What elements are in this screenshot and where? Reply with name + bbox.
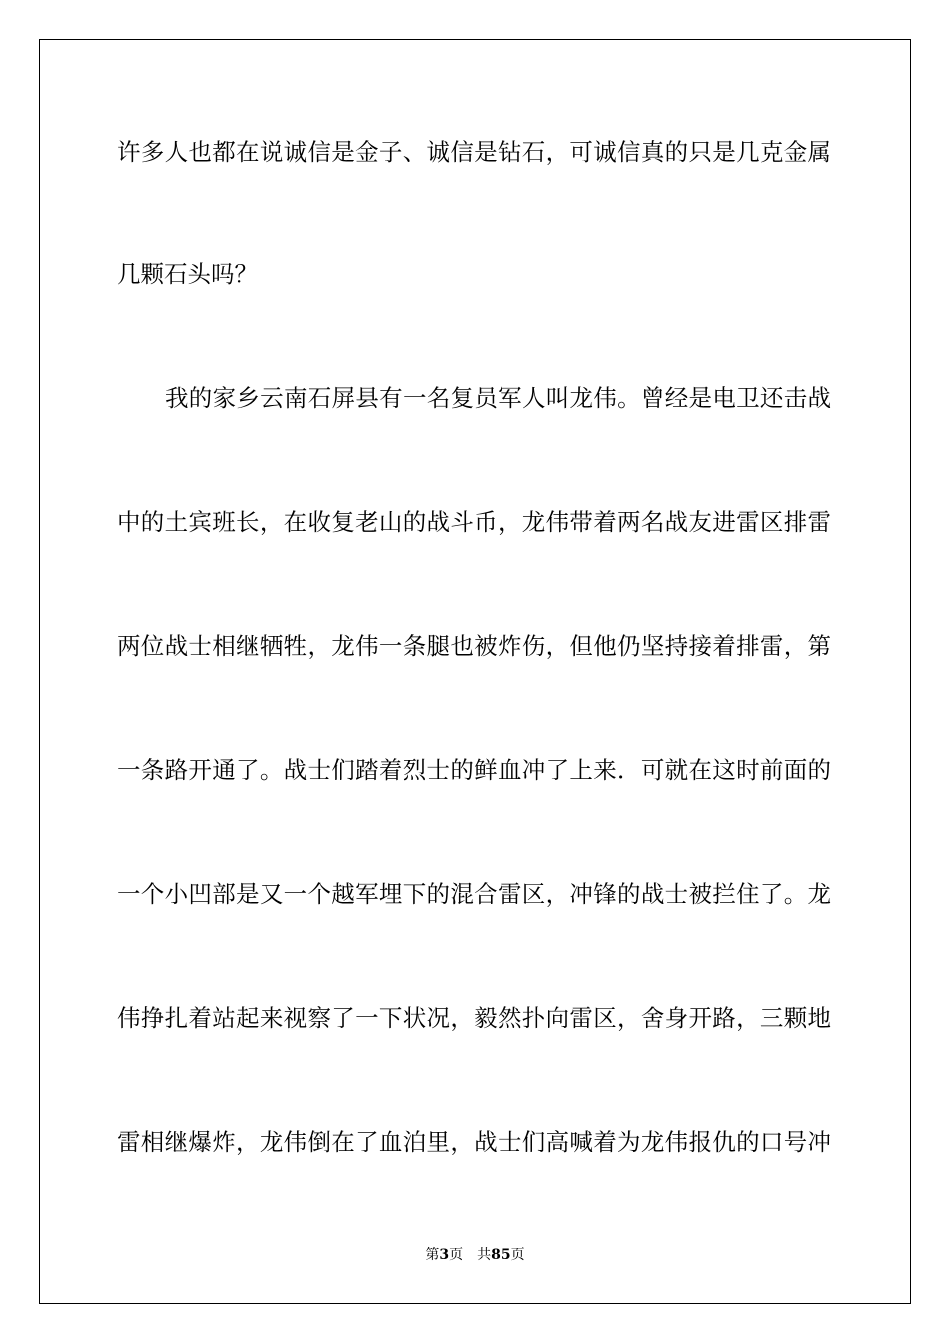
page-prefix: 第: [425, 1247, 440, 1263]
text-line-4: 中的土宾班长，在收复老山的战斗币，龙伟带着两名战友进雷区排雷: [117, 508, 831, 536]
text-line-5: 两位战士相继牺牲，龙伟一条腿也被炸伤，但他仍坚持接着排雷，第: [117, 632, 831, 660]
text-line-2: 几颗石头吗？: [117, 260, 258, 288]
text-line-1: 许多人也都在说诚信是金子、诚信是钻石，可诚信真的只是几克金属: [117, 138, 831, 166]
text-line-6: 一条路开通了。战士们踏着烈士的鲜血冲了上来．可就在这时前面的: [117, 756, 831, 784]
page-border: [39, 39, 911, 1304]
page-suffix: 页: [449, 1247, 464, 1263]
text-line-3: 我的家乡云南石屏县有一名复员军人叫龙伟。曾经是电卫还击战: [165, 384, 831, 412]
total-pages: 85: [491, 1247, 511, 1263]
text-line-9: 雷相继爆炸，龙伟倒在了血泊里，战士们高喊着为龙伟报仇的口号冲: [117, 1128, 831, 1156]
text-line-7: 一个小凹部是又一个越军埋下的混合雷区，冲锋的战士被拦住了。龙: [117, 880, 831, 908]
page-number: 3: [439, 1247, 450, 1263]
text-line-8: 伟挣扎着站起来视察了一下状况，毅然扑向雷区，舍身开路，三颗地: [117, 1004, 831, 1032]
total-prefix: 共: [477, 1247, 492, 1263]
total-suffix: 页: [510, 1247, 525, 1263]
page-footer: [0, 1245, 950, 1265]
